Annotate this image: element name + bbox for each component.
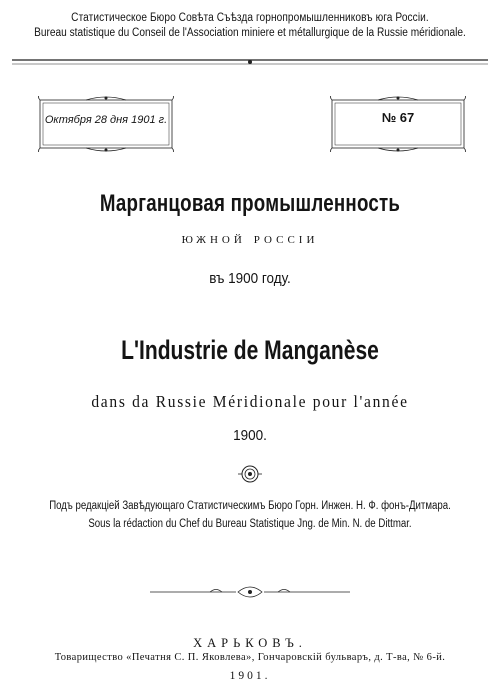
issue-number: № 67: [381, 110, 415, 125]
editor-french-line: Sous la rédaction du Chef du Bureau Statistique Jng. de Min. N. de Dittmar.: [88, 518, 412, 530]
imprint-year: 1901.: [229, 670, 271, 682]
imprint-printer: Товарищество «Печатня С. П. Яковлева», Гончаровскій бульваръ, д. Т-ва, № 6-й.: [54, 652, 446, 663]
subtitle-french: dans da Russie Méridionale pour l'année: [91, 392, 409, 411]
header-russian-line: Статистическое Бюро Совѣта Съѣзда горнопромышленниковъ юга Россіи.: [71, 12, 429, 24]
rosette-ornament: [238, 462, 262, 486]
header-ornamental-rule: [12, 58, 488, 66]
bottom-ornamental-rule: [150, 585, 350, 599]
issue-number-cartouche: [328, 96, 468, 152]
subtitle-russian: южной россіи: [181, 230, 319, 247]
year-russian: въ 1900 году.: [209, 270, 291, 287]
year-french: 1900.: [233, 427, 267, 444]
editor-russian-line: Подъ редакціей Завѣдующаго Статистическимъ Бюро Горн. Инжен. Н. Ф. фонъ-Дитмара.: [49, 500, 451, 512]
title-russian: Марганцовая промышленность: [99, 190, 401, 217]
imprint-city: ХАРЬКОВЪ.: [193, 636, 307, 650]
title-french: L'Industrie de Manganèse: [121, 335, 379, 365]
header-french-line: Bureau statistique du Conseil de l'Association miniere et métallurgique de la Russie méridionale.: [34, 27, 466, 39]
date-cartouche: [36, 96, 176, 152]
date-text: Октября 28 дня 1901 г.: [44, 114, 168, 126]
